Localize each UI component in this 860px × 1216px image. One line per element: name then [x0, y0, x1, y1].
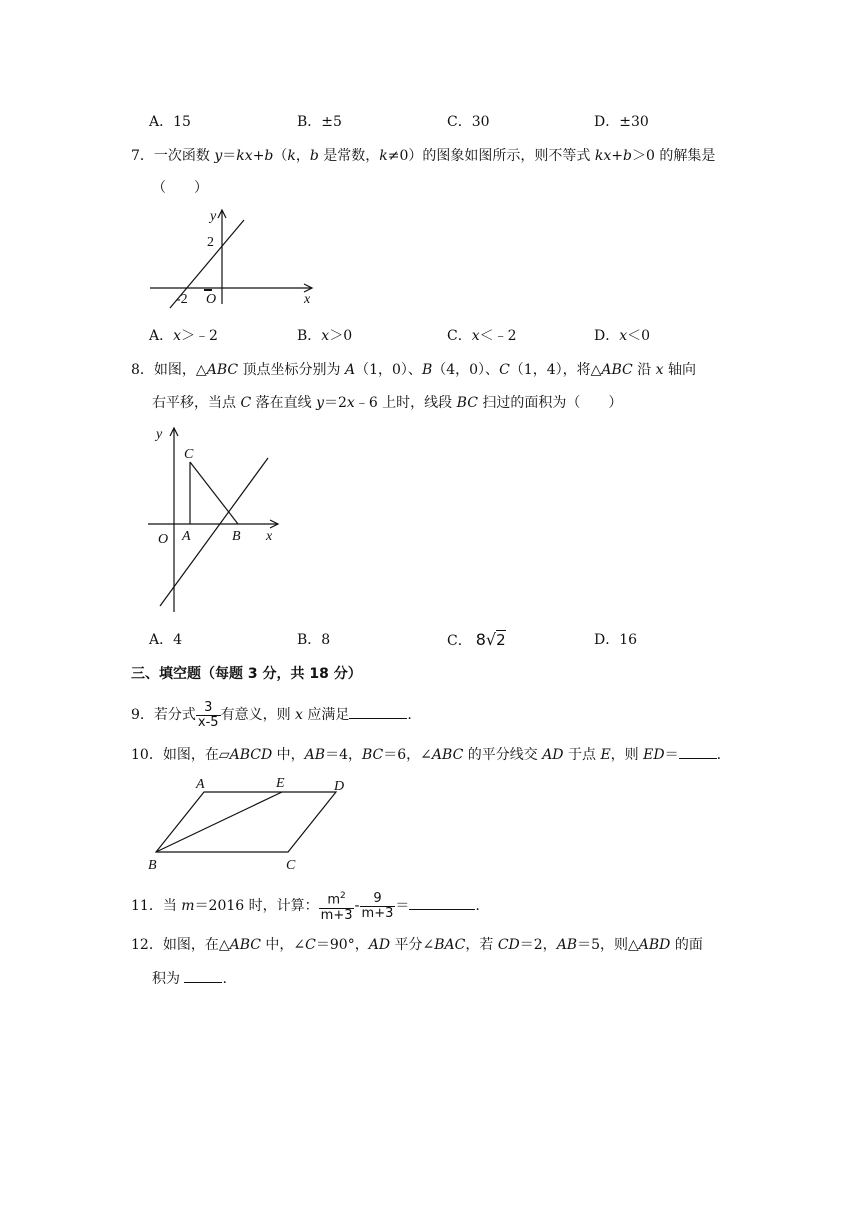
q10-segment-be	[156, 792, 282, 852]
q8-label-origin: O	[158, 532, 169, 547]
q8-figure	[140, 420, 290, 615]
q7-option-c: C．x＜﹣2	[447, 328, 517, 344]
q8-label-a: A	[182, 529, 191, 544]
q6-option-c: C．30	[447, 114, 490, 130]
q8-stem-line1: 8．如图，△ABC 顶点坐标分别为 A（1，0）、B（4，0）、C（1，4），将△ABC 沿 x 轴向	[131, 362, 697, 378]
q7-option-b: B．x＞0	[297, 328, 353, 344]
q12-stem-line1: 12．如图，在△ABC 中，∠C＝90°，AD 平分∠BAC，若 CD＝2，AB＝5，则△ABD 的面	[131, 937, 703, 953]
q8-label-b: B	[232, 529, 241, 544]
q7-figure	[140, 200, 330, 312]
q8-label-c: C	[184, 447, 194, 462]
q7-stem: 7．一次函数 y＝kx+b（k，b 是常数，k≠0）的图象如图所示，则不等式 kx+b＞0 的解集是	[131, 148, 716, 164]
q8-option-c: C． 8√2	[447, 630, 506, 649]
q9-fraction: $\frac{3}{x-5}$	[197, 699, 219, 730]
q7-label-neg2: -2	[176, 292, 188, 307]
q11-fraction-2: $\frac{9}{m+3}$	[361, 890, 394, 921]
q7-label-x: x	[304, 292, 311, 307]
q7-option-d: D．x＜0	[594, 328, 651, 344]
q10-parallelogram	[156, 792, 336, 852]
q10-stem: 10．如图，在▱ABCD 中，AB＝4，BC＝6，∠ABC 的平分线交 AD 于点 E，则 ED＝ .	[131, 744, 721, 765]
q7-number: 7．	[131, 148, 154, 164]
q10-label-c: C	[286, 858, 296, 873]
q10-label-e: E	[276, 776, 285, 791]
q8-option-d: D．16	[594, 632, 638, 648]
q12-answer-blank[interactable]	[184, 968, 222, 983]
q10-answer-blank[interactable]	[679, 744, 717, 759]
q9-stem: 9．若分式 $\frac{3}{x-5}$ 有意义，则 x 应满足 .	[131, 699, 412, 730]
sqrt-symbol: √	[485, 630, 497, 649]
q7-label-2: 2	[207, 235, 214, 250]
q8-label-x: x	[266, 529, 273, 544]
q10-label-d: D	[334, 779, 345, 794]
q10-label-b: B	[148, 858, 157, 873]
q8-stem-line2: 右平移，当点 C 落在直线 y＝2x﹣6 上时，线段 BC 扫过的面积为（ ）	[152, 395, 623, 411]
q6-option-d: D．±30	[594, 114, 649, 130]
q12-stem-line2: 积为 .	[152, 968, 227, 989]
q7-option-a: A．x＞﹣2	[149, 328, 218, 344]
q11-answer-blank[interactable]	[409, 895, 475, 910]
section-title-fill-in: 三、填空题（每题 3 分，共 18 分）	[131, 666, 362, 682]
q6-option-b: B．±5	[297, 114, 342, 130]
q11-fraction-1: $\frac{m^2}{m+3}$	[320, 891, 353, 923]
q7-label-origin: O	[206, 292, 217, 307]
q9-answer-blank[interactable]	[349, 704, 407, 719]
q7-label-y: y	[210, 209, 217, 224]
q8-segment-cb	[190, 462, 238, 524]
q8-number: 8．	[131, 362, 154, 378]
q8-label-y: y	[156, 427, 163, 442]
q11-stem: 11．当 m＝2016 时，计算： $\frac{m^2}{m+3}$ - $\frac{9}{m+3}$ ＝ .	[131, 890, 480, 923]
q6-option-a: A．15	[149, 114, 191, 130]
q8-option-b: B．8	[297, 632, 331, 648]
q10-figure	[140, 770, 360, 876]
q8-line-y2x-6	[160, 458, 268, 606]
q10-label-a: A	[196, 777, 205, 792]
q8-option-a: A．4	[149, 632, 183, 648]
q7-answer-paren: （ ）	[152, 180, 208, 196]
